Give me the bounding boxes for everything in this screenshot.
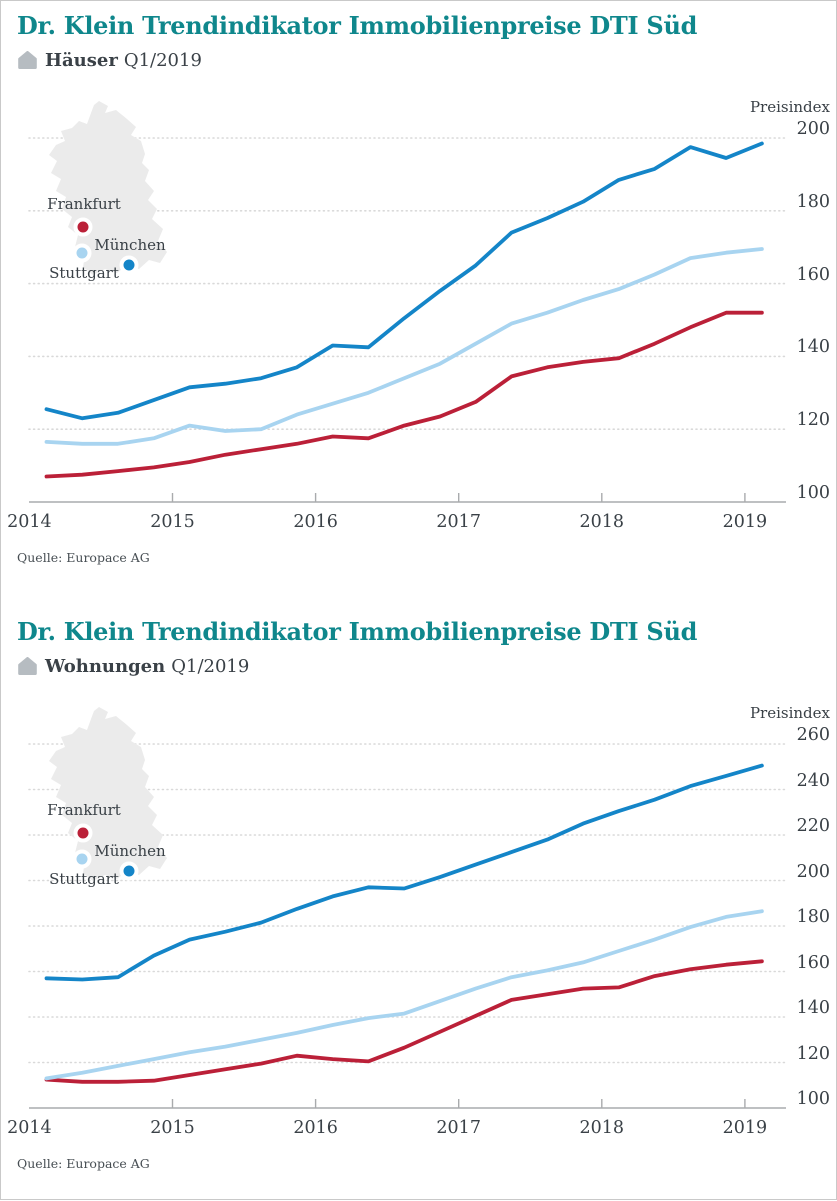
y-tick-label: 140	[796, 998, 830, 1018]
series-line-stuttgart	[47, 911, 762, 1078]
germany-map	[39, 97, 179, 302]
city-label-stuttgart: Stuttgart	[49, 264, 119, 282]
x-tick-label: 2017	[436, 512, 481, 532]
series-line-frankfurt	[47, 313, 762, 477]
city-label-frankfurt: Frankfurt	[47, 801, 121, 819]
y-axis-title: Preisindex	[749, 98, 830, 116]
x-tick-label: 2014	[7, 512, 52, 532]
chart-panel-haeuser	[1, 1, 836, 595]
y-tick-label: 220	[796, 816, 830, 836]
city-label-stuttgart: Stuttgart	[49, 870, 119, 888]
y-tick-label: 100	[796, 1089, 830, 1109]
y-tick-label: 200	[796, 119, 830, 139]
city-dot-stuttgart	[73, 850, 92, 869]
page-title: Dr. Klein Trendindikator Immobilienpreise DTI Süd	[17, 617, 698, 646]
city-dot-münchen	[120, 862, 139, 881]
subtitle-segment-label: Häuser	[45, 49, 118, 71]
y-tick-label: 180	[796, 907, 830, 927]
source-note: Quelle: Europace AG	[17, 550, 150, 565]
series-line-frankfurt	[47, 961, 762, 1082]
x-tick-label: 2017	[436, 1118, 481, 1138]
subtitle-period: Q1/2019	[123, 49, 202, 71]
x-tick-label: 2018	[579, 1118, 625, 1138]
x-tick-label: 2019	[722, 512, 768, 532]
y-tick-label: 100	[796, 483, 830, 503]
y-tick-label: 140	[796, 337, 830, 358]
city-dot-stuttgart	[73, 244, 92, 263]
x-tick-label: 2014	[7, 1118, 52, 1138]
y-tick-label: 160	[796, 952, 830, 973]
chart-panel-wohnungen	[1, 607, 836, 1201]
y-tick-label: 120	[796, 410, 830, 431]
y-tick-label: 240	[796, 770, 830, 791]
city-label-frankfurt: Frankfurt	[47, 195, 121, 213]
y-tick-label: 120	[796, 1043, 830, 1064]
page-title: Dr. Klein Trendindikator Immobilienpreise DTI Süd	[17, 11, 698, 40]
x-tick-label: 2016	[293, 1118, 338, 1138]
x-tick-label: 2015	[150, 512, 195, 532]
x-tick-label: 2016	[293, 512, 338, 532]
city-dot-münchen	[120, 256, 139, 275]
city-label-münchen: München	[94, 842, 166, 860]
x-tick-label: 2015	[150, 1118, 195, 1138]
subtitle-period: Q1/2019	[171, 655, 250, 677]
source-note: Quelle: Europace AG	[17, 1156, 150, 1171]
city-dot-frankfurt	[74, 824, 93, 843]
y-axis-title: Preisindex	[749, 704, 830, 722]
x-tick-label: 2018	[579, 512, 625, 532]
y-tick-label: 260	[796, 725, 830, 745]
x-tick-label: 2019	[722, 1118, 768, 1138]
city-dot-frankfurt	[74, 218, 93, 237]
city-label-münchen: München	[94, 236, 166, 254]
y-tick-label: 180	[796, 191, 830, 212]
germany-map	[39, 703, 179, 908]
subtitle-segment-label: Wohnungen	[45, 655, 166, 677]
y-tick-label: 160	[796, 264, 830, 285]
y-tick-label: 200	[796, 861, 830, 882]
